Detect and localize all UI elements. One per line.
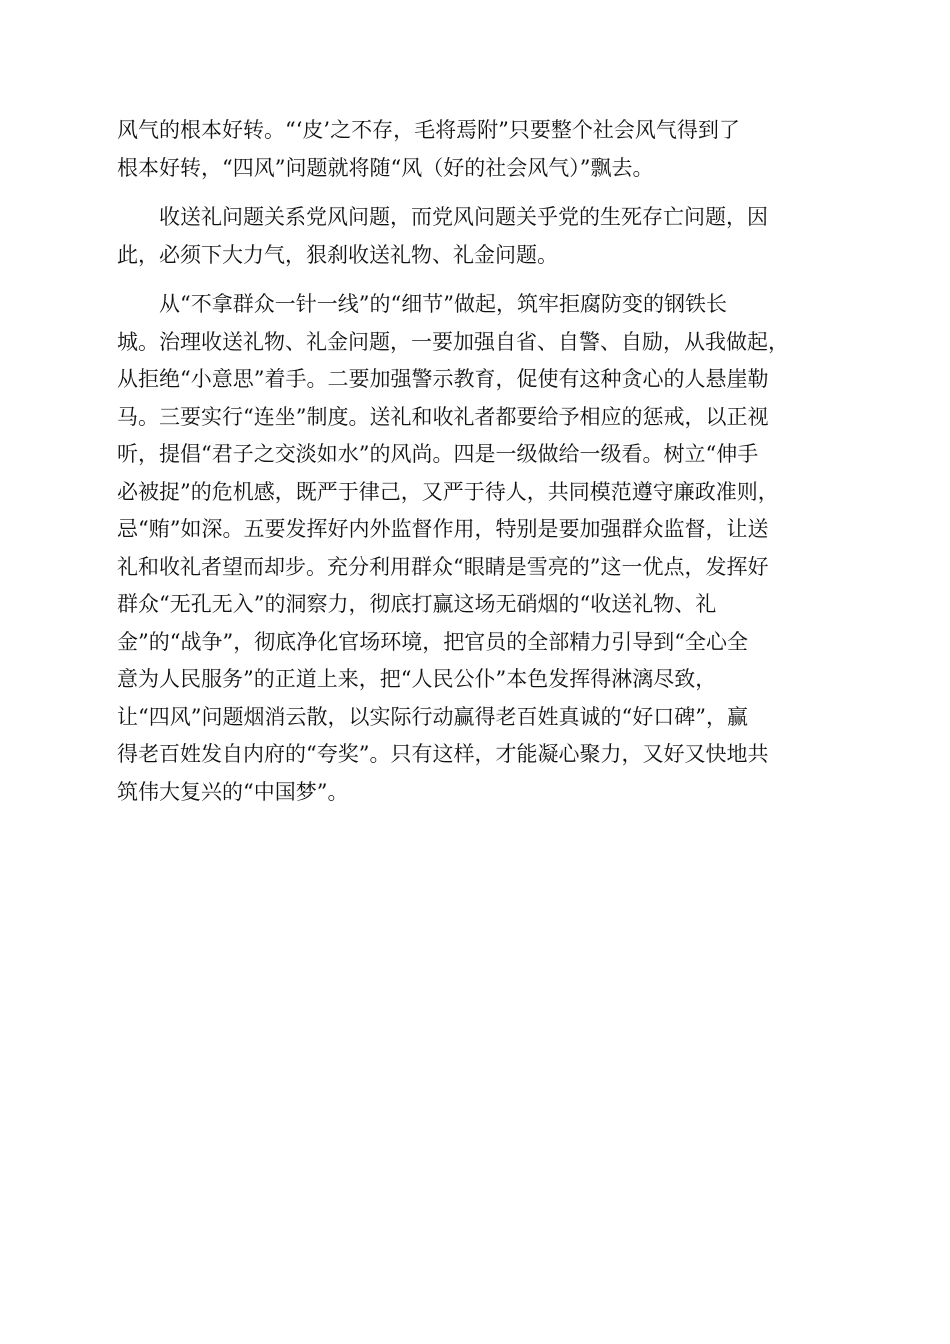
- text-line: 收送礼问题关系党风问题，而党风问题关乎党的生死存亡问题，因: [117, 205, 768, 229]
- text-line: 群众“无孔无入”的洞察力，彻底打赢这场无硝烟的“收送礼物、礼: [117, 592, 717, 616]
- text-line: 风气的根本好转。“‘皮’之不存，毛将焉附”只要整个社会风气得到了: [117, 118, 740, 142]
- text-line: 金”的“战争”，彻底净化官场环境，把官员的全部精力引导到“全心全: [117, 629, 748, 654]
- text-line: 城。治理收送礼物、礼金问题，一要加强自省、自警、自励，从我做起，: [117, 329, 789, 354]
- text-line: 忌“贿”如深。五要发挥好内外监督作用，特别是要加强群众监督，让送: [117, 517, 769, 541]
- text-line: 得老百姓发自内府的“夸奖”。只有这样，才能凝心聚力，又好又快地共: [117, 742, 769, 766]
- text-line: 听，提倡“君子之交淡如水”的风尚。四是一级做给一级看。树立“伸手: [117, 442, 759, 466]
- text-line: 让“四风”问题烟消云散，以实际行动赢得老百姓真诚的“好口碑”，赢: [117, 704, 748, 729]
- text-line: 此，必须下大力气，狠刹收送礼物、礼金问题。: [117, 242, 558, 267]
- text-line: 从拒绝“小意思”着手。二要加强警示教育，促使有这种贪心的人悬崖勒: [117, 367, 769, 391]
- paragraph-1: [117, 112, 837, 187]
- text-line: 必被捉”的危机感，既严于律己，又严于待人，共同模范遵守廉政准则，: [117, 479, 779, 504]
- text-line: 礼和收礼者望而却步。充分利用群众“眼睛是雪亮的”这一优点，发挥好: [117, 554, 769, 579]
- document-body: [117, 112, 837, 811]
- text-line: 马。三要实行“连坐”制度。送礼和收礼者都要给予相应的惩戒，以正视: [117, 404, 769, 429]
- text-line: 意为人民服务”的正道上来，把“人民公仆”本色发挥得淋漓尽致，: [117, 667, 717, 691]
- paragraph-3: [117, 286, 837, 811]
- text-line: 根本好转，“四风”问题就将随“风（好的社会风气）”飘去。: [117, 155, 654, 180]
- paragraph-2: [117, 199, 837, 274]
- text-line: 筑伟大复兴的“中国梦”。: [117, 779, 349, 804]
- text-line: 从“不拿群众一针一线”的“细节”做起，筑牢拒腐防变的钢铁长: [117, 292, 727, 316]
